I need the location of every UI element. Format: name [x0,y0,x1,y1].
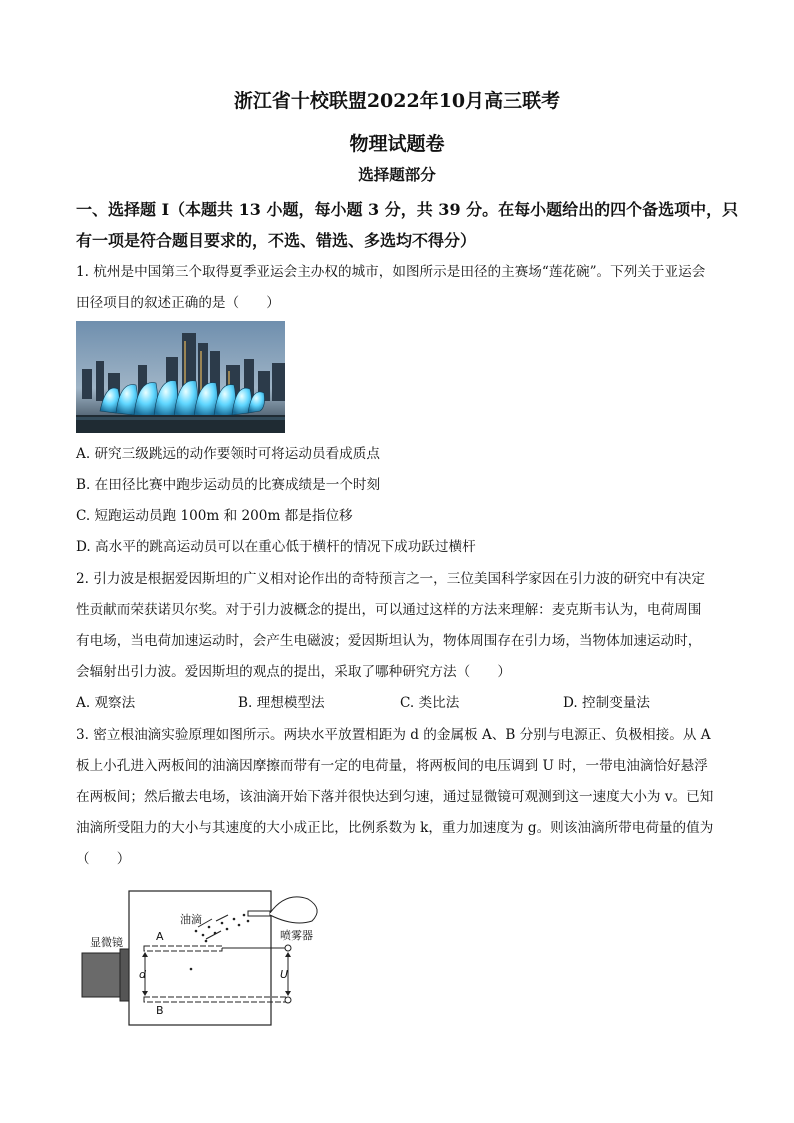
d-label: d [139,968,146,981]
question-2-options [76,688,705,719]
plate-b-label: B [156,1004,164,1017]
question-3-line3: 在两板间；然后撤去电场，该油滴开始下落并很快达到匀速，通过显微镜可观测到这一速度大小为 v。已知 [76,789,714,805]
question-2 [76,564,705,719]
sprayer-bulb [270,897,317,923]
u-label: U [280,968,289,981]
section-heading-line2: 有一项是符合题目要求的，不选、错选、多选均不得分） [76,231,477,250]
option-2b: B. 理想模型法 [238,695,325,711]
plate-a-label: A [156,930,164,943]
option-1a: A. 研究三级跳远的动作要领时可将运动员看成质点 [76,446,380,462]
question-1-options [76,439,476,563]
question-3-line4: 油滴所受阻力的大小与其速度的大小成正比，比例系数为 k，重力加速度为 g。则该油滴所带电荷量的值为 [76,820,714,836]
exam-subtitle: 物理试题卷 [349,133,445,155]
microscope-eyepiece [120,949,129,1001]
question-2-line2: 性贡献而荣获诺贝尔奖。对于引力波概念的提出，可以通过这样的方法来理解：麦克斯韦认为，电荷周围 [76,602,702,618]
question-2-line4: 会辐射出引力波。爱因斯坦的观点的提出，采取了哪种研究方法（ ） [76,664,511,680]
question-1-line1: 1. 杭州是中国第三个取得夏季亚运会主办权的城市，如图所示是田径的主赛场“莲花碗”。下列关于亚运会 [76,264,706,280]
plate-b [144,997,286,1002]
question-2-line3: 有电场，当电荷加速运动时，会产生电磁波；爱因斯坦认为，物体周围存在引力场，当物体加速运动时， [76,633,702,649]
oil-drop-label: 油滴 [180,913,202,926]
sprayer-label: 喷雾器 [280,929,313,942]
option-1c: C. 短跑运动员跑 100m 和 200m 都是指位移 [76,508,353,524]
section-heading-line1: 一、选择题 I（本题共 13 小题，每小题 3 分，共 39 分。在每小题给出的四个备选项中，只 [76,200,739,219]
option-2a: A. 观察法 [76,695,136,711]
microscope-label: 显微镜 [90,936,123,949]
question-2-line1: 2. 引力波是根据爱因斯坦的广义相对论作出的奇特预言之一，三位美国科学家因在引力波的研究中有决定 [76,571,706,587]
exam-title: 浙江省十校联盟2022年10月高三联考 [233,90,561,112]
question-1 [76,257,705,319]
question-3 [76,720,713,875]
question-3-line2: 板上小孔进入两板间的油滴因摩擦而带有一定的电荷量，将两板间的电压调到 U 时，一带电油滴恰好悬浮 [76,758,708,774]
plate-a [144,946,222,951]
sprayer-nozzle [248,911,270,916]
option-2c: C. 类比法 [400,695,460,711]
question-3-line1: 3. 密立根油滴实验原理如图所示。两块水平放置相距为 d 的金属板 A、B 分别与电源正、负极相接。从 A [76,727,711,743]
stadium-photo [76,321,285,433]
option-2d: D. 控制变量法 [563,695,651,711]
option-1b: B. 在田径比赛中跑步运动员的比赛成绩是一个时刻 [76,477,381,493]
millikan-diagram [76,883,336,1033]
oil-drop-apparatus [76,883,336,1033]
microscope-body [82,953,120,997]
lotus-stadium-image [76,321,285,433]
question-3-line5: （ ） [76,851,131,867]
part-heading: 选择题部分 [358,165,436,184]
question-1-line2: 田径项目的叙述正确的是（ ） [76,295,280,311]
option-1d: D. 高水平的跳高运动员可以在重心低于横杆的情况下成功跃过横杆 [76,539,476,555]
